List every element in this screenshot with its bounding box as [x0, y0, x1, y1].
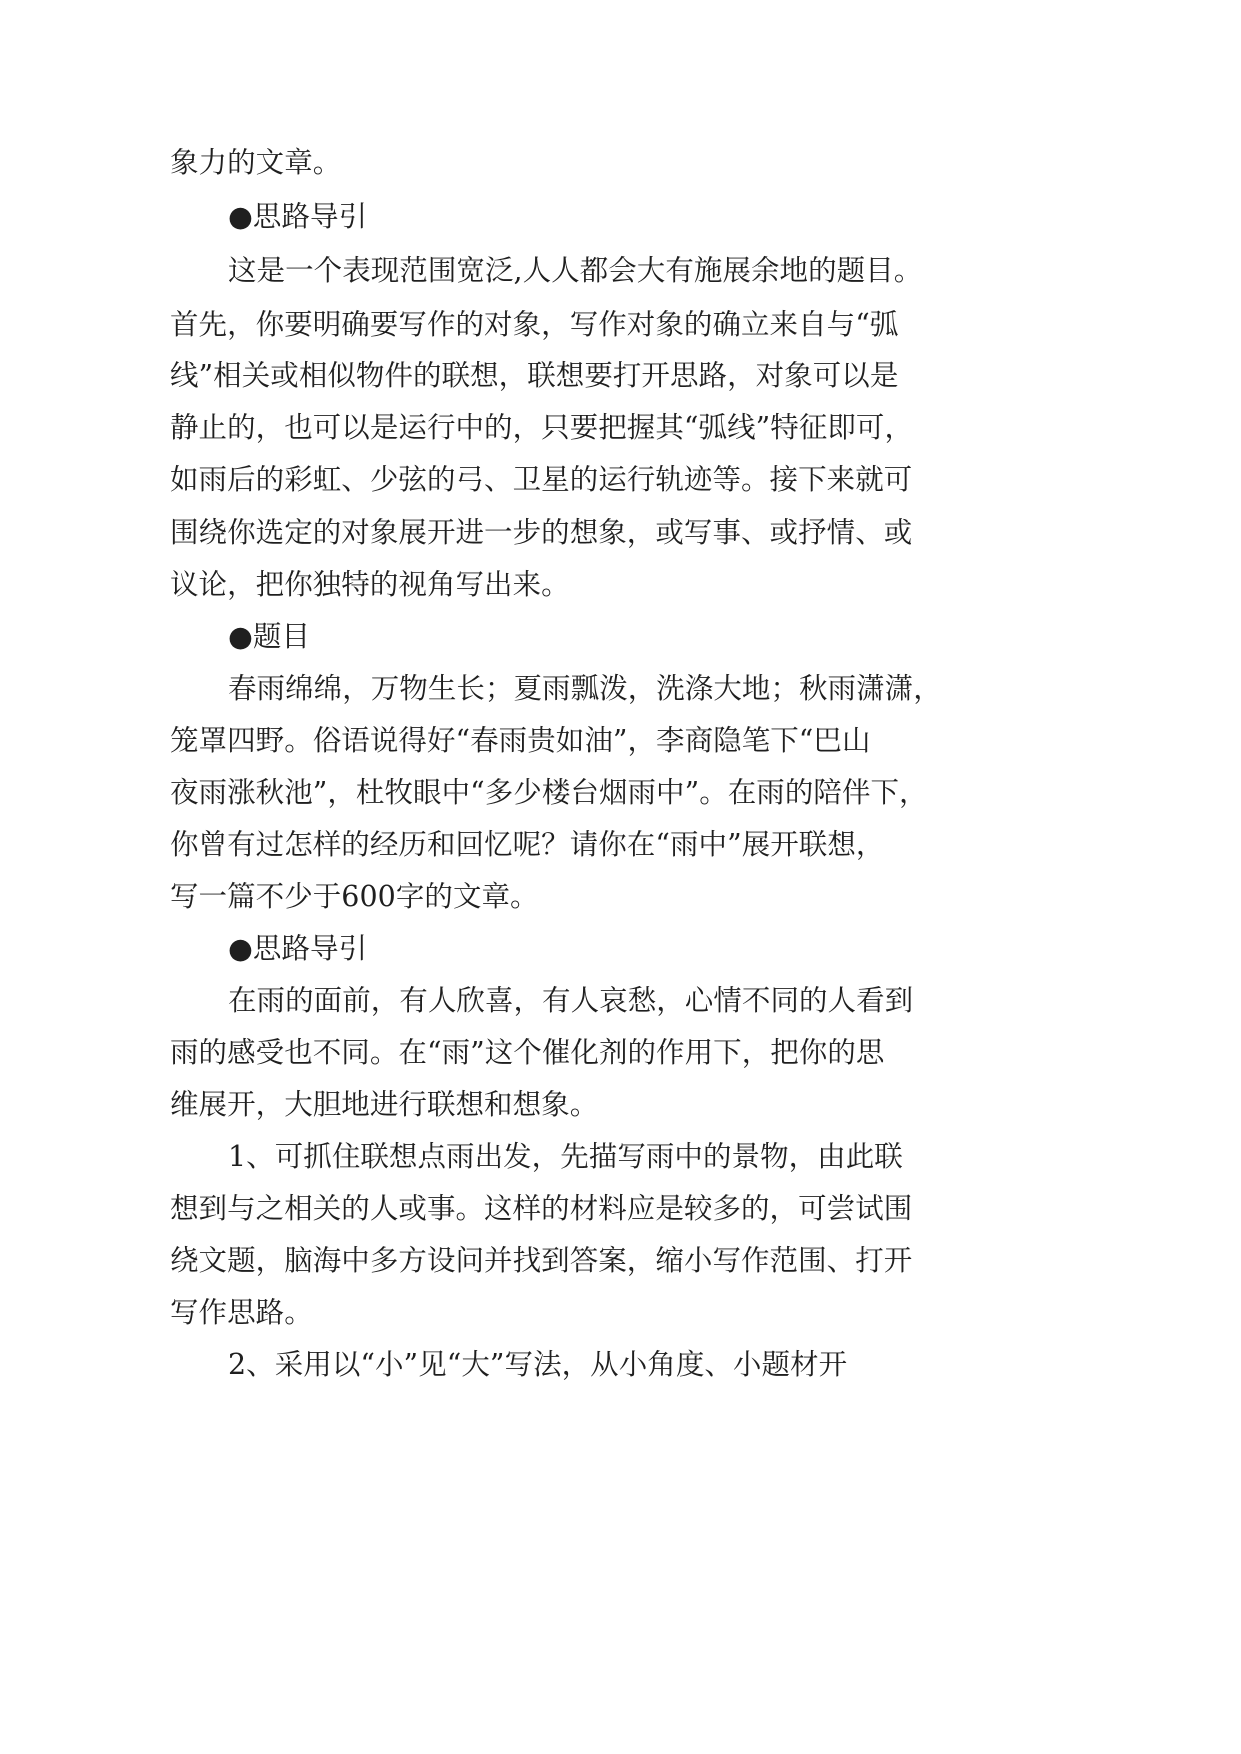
text-line: 象力的文章。	[170, 146, 342, 179]
text-line: 写一篇不少于600字的文章。	[170, 880, 539, 913]
text-line: 围绕你选定的对象展开进一步的想象，或写事、或抒情、或	[170, 516, 913, 549]
section-heading: ●题目	[228, 620, 311, 653]
section-heading: ●思路导引	[228, 932, 368, 965]
text-line: 首先，你要明确要写作的对象，写作对象的确立来自与“弧	[170, 308, 899, 341]
text-line: 春雨绵绵，万物生长；夏雨瓢泼，洗涤大地；秋雨潇潇，	[228, 672, 942, 705]
text-line: 笼罩四野。俗语说得好“春雨贵如油”，李商隐笔下“巴山	[170, 724, 871, 757]
text-line: 这是一个表现范围宽泛,人人都会大有施展余地的题目。	[228, 254, 923, 287]
text-line: 2、采用以“小”见“大”写法，从小角度、小题材开	[228, 1348, 848, 1381]
text-line: 在雨的面前，有人欣喜，有人哀愁，心情不同的人看到	[228, 984, 914, 1017]
text-line: 议论，把你独特的视角写出来。	[170, 568, 570, 601]
text-line: 你曾有过怎样的经历和回忆呢？请你在“雨中”展开联想，	[170, 828, 885, 861]
text-line: 1、可抓住联想点雨出发，先描写雨中的景物，由此联	[228, 1140, 903, 1173]
section-heading: ●思路导引	[228, 200, 368, 233]
text-line: 如雨后的彩虹、少弦的弓、卫星的运行轨迹等。接下来就可	[170, 463, 913, 496]
text-line: 写作思路。	[170, 1296, 313, 1329]
text-line: 绕文题，脑海中多方设问并找到答案，缩小写作范围、打开	[170, 1244, 913, 1277]
text-line: 想到与之相关的人或事。这样的材料应是较多的，可尝试围	[170, 1192, 913, 1225]
text-line: 静止的，也可以是运行中的，只要把握其“弧线”特征即可，	[170, 411, 913, 444]
text-line: 线”相关或相似物件的联想，联想要打开思路，对象可以是	[170, 359, 899, 392]
text-line: 维展开，大胆地进行联想和想象。	[170, 1088, 599, 1121]
text-line: 雨的感受也不同。在“雨”这个催化剂的作用下，把你的思	[170, 1036, 885, 1069]
text-line: 夜雨涨秋池”，杜牧眼中“多少楼台烟雨中”。在雨的陪伴下，	[170, 776, 928, 809]
